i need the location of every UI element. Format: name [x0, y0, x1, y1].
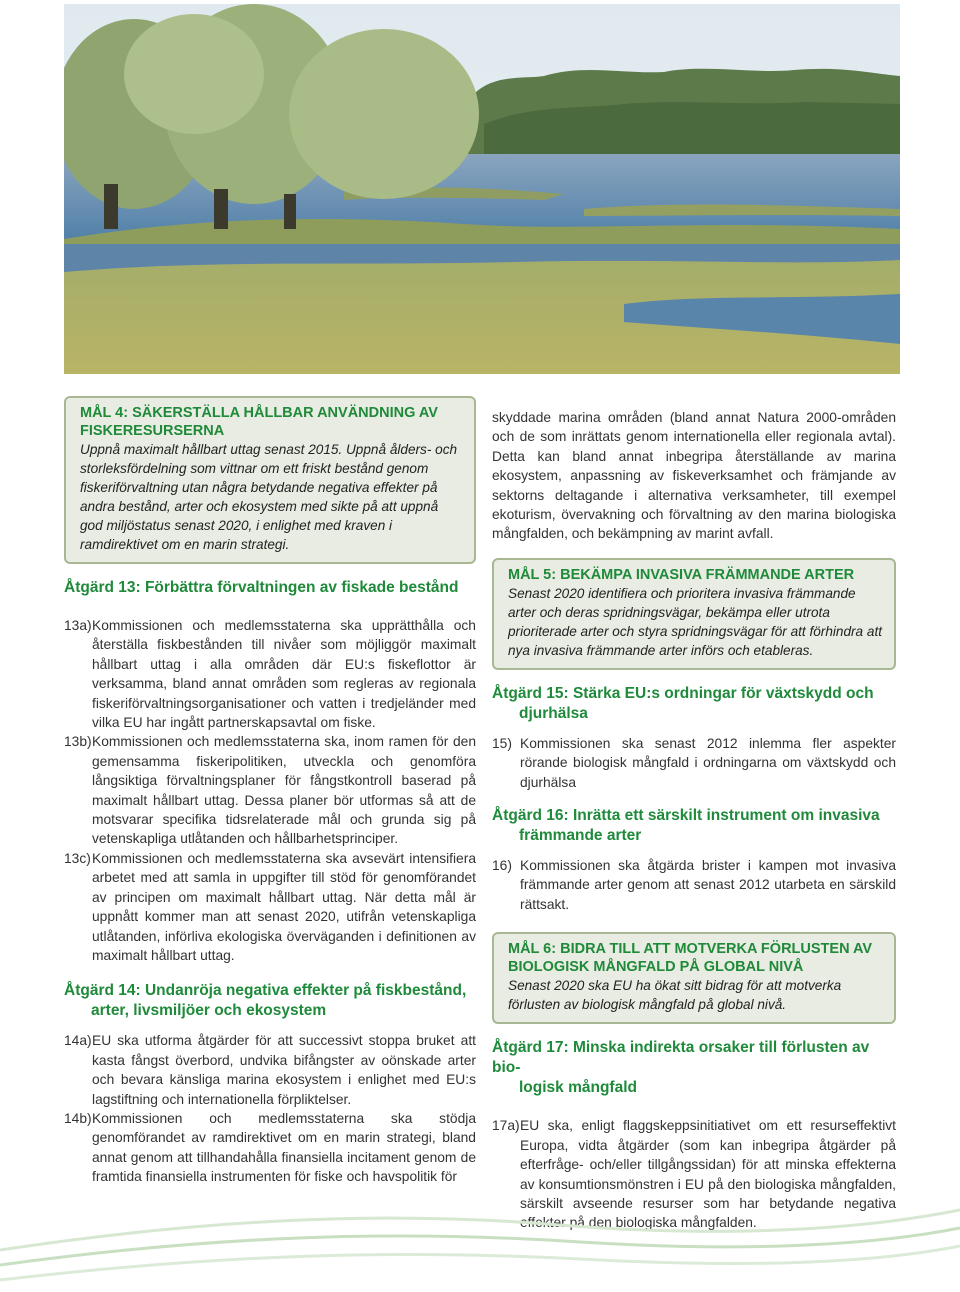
goal-6-title: MÅL 6: BIDRA TILL ATT MOTVERKA FÖRLUSTEN AV BIOLOGISK MÅNGFALD PÅ GLOBAL NIVÅ [508, 941, 873, 976]
goal-6-box [492, 932, 896, 1024]
goal-4-title: MÅL 4: SÄKERSTÄLLA HÅLLBAR ANVÄNDNING AV FISKERESURSERNA [80, 405, 438, 439]
item-number: 17a) [492, 1118, 520, 1134]
action-13-key: Åtgärd 13: [64, 579, 141, 596]
item-text: Kommissionen och medlemsstaterna ska upprätthålla och återställa fiskbestånden till nivåer som möjliggör maximalt hållbart uttag i alla områden där EU:s fiskeflottor är verksamma, bland annat områden som regleras av regionala fiskeriförvaltningsorganisationer och vatten i tredjeländer med vilka EU har ingått partnerskapsavtal om fiske. [92, 618, 476, 731]
item-text: EU ska utforma åtgärder för att successivt stoppa bruket att kasta fångst överbord, undvika bifångster av oönskade arter och bevara känsliga marina ekosystem i enlighet med EU:s lagstiftning och internationella förpliktelser. [92, 1033, 476, 1107]
item-15 [492, 734, 896, 792]
item-13c [64, 849, 476, 965]
item-number: 16) [492, 858, 512, 874]
action-13-heading [64, 578, 476, 598]
item-number: 13b) [64, 734, 92, 750]
right-column [492, 408, 896, 1233]
action-17-heading [492, 1038, 896, 1098]
goal-5-box [492, 558, 896, 670]
item-16 [492, 856, 896, 914]
left-column [64, 396, 476, 1187]
item-13b [64, 732, 476, 848]
item-text: Kommissionen ska senast 2012 inlemma fler aspekter rörande biologisk mångfald i ordningarna om växtskydd och djurhälsa [520, 735, 896, 790]
action-14-name-1: Undanröja negativa effekter på fiskbestånd, [144, 982, 467, 1000]
action-15-heading [492, 684, 896, 724]
item-number: 13a) [64, 618, 92, 633]
action-15-name-2: djurhälsa [519, 704, 588, 722]
item-text: Kommissionen och medlemsstaterna ska, inom ramen för den gemensamma fiskeripolitiken, utveckla och genomföra långsiktiga förvaltningsplaner för fångstkontroll baserad på maximalt hållbart uttag. Dessa planer bör utformas så att de motsvarar specifika tidsrelaterade mål och grunda sig på vetenskapliga utlåtanden och hållbarhetsprinciper. [92, 734, 476, 847]
action-16-heading [492, 806, 896, 846]
action-13-name: Förbättra förvaltningen av fiskade bestånd [144, 579, 459, 596]
action-14-heading [64, 981, 476, 1021]
item-number: 14b) [64, 1110, 92, 1126]
action-14-key: Åtgärd 14: [64, 982, 141, 1000]
item-text: Kommissionen och medlemsstaterna ska avsevärt intensifiera arbetet med att samla in uppgifter till stöd för genomförandet av principen om maximalt hållbart uttag. När detta mål är uppnått kommer man att senast 2020, utifrån vetenskapliga utlåtanden, införliva ekologiska överväganden i definitionen av maximalt hållbart uttag. [92, 850, 476, 963]
item-14b [64, 1109, 476, 1187]
action-16-name-1: Inrätta ett särskilt instrument om invasiva [572, 807, 880, 825]
goal-6-text: Senast 2020 ska EU ha ökat sitt bidrag för att motverka förlusten av biologisk mångfald på global nivå. [508, 978, 842, 1013]
item-text: Kommissionen ska åtgärda brister i kampen mot invasiva främmande arter genom att senast 2012 utarbeta en särskild rättsakt. [520, 858, 896, 912]
item-14a [64, 1031, 476, 1109]
decorative-wave [0, 1180, 960, 1292]
item-text: EU ska, enligt flaggskeppsinitiativet om ett resurseffektivt Europa, vidta åtgärder (som kan inbegripa åtgärder på efterfråge- och/eller tillgångssidan) för att minska effekterna av konsumtionsmönstren i EU på den biologiska mångfalden, särskilt avseende resurser som har betydande negativa effekter på den biologiska mångfalden. [520, 1118, 896, 1231]
goal-4-text: Uppnå maximalt hållbart uttag senast 2015. Uppnå ålders- och storleksfördelning som vittnar om ett friskt bestånd genom fiskeriförvaltning utan några betydande negativa effekter på andra bestånd, arter och ekosystem med sikte på att uppnå god miljöstatus senast 2020, i enlighet med kraven i ramdirektivet om en marin strategi. [80, 442, 458, 552]
action-14-name-2: arter, livsmiljöer och ekosystem [91, 1002, 327, 1020]
action-15-key: Åtgärd 15: [492, 684, 569, 702]
continued-text: skyddade marina områden (bland annat Natura 2000-områden och de som inrättats genom internationella eller regionala avtal). Detta kan bland annat inbegripa återställande av marina ekosystem, anpassning av fiskeverksamhet och främjande av sektorns deltagande i alternativa verksamheter, till exempel ekoturism, övervakning och förvaltning av den marina biologiska mångfalden, och bekämpning av marint avfall. [492, 410, 896, 542]
item-number: 14a) [64, 1033, 92, 1049]
action-17-key: Åtgärd 17: [492, 1039, 569, 1057]
goal-5-title: MÅL 5: BEKÄMPA INVASIVA FRÄMMANDE ARTER [508, 566, 855, 583]
action-17-name-2: logisk mångfald [519, 1079, 637, 1097]
item-number: 13c) [64, 850, 91, 866]
goal-5-text: Senast 2020 identifiera och prioritera invasiva främmande arter och deras spridningsvägar, bekämpa eller utrota prioriterade arter och styra spridningsvägar för att förhindra att nya invasiva främmande arter införs och etableras. [508, 585, 883, 658]
landscape-photo [64, 4, 900, 374]
action-17-name-1: Minska indirekta orsaker till förlusten av bio- [492, 1039, 870, 1077]
action-16-key: Åtgärd 16: [492, 807, 569, 825]
item-number: 15) [492, 735, 512, 751]
action-15-name-1: Stärka EU:s ordningar för växtskydd och [572, 684, 874, 702]
action-16-name-2: främmande arter [519, 827, 642, 845]
item-13a [64, 616, 476, 732]
goal-4-box [64, 396, 476, 564]
item-text: Kommissionen och medlemsstaterna ska stödja genomförandet av ramdirektivet om en marin strategi, bland annat genom att tillhandahålla finansiella incitament genom de framtida finansiella instrumenten för fiske och havspolitik för [92, 1110, 476, 1185]
